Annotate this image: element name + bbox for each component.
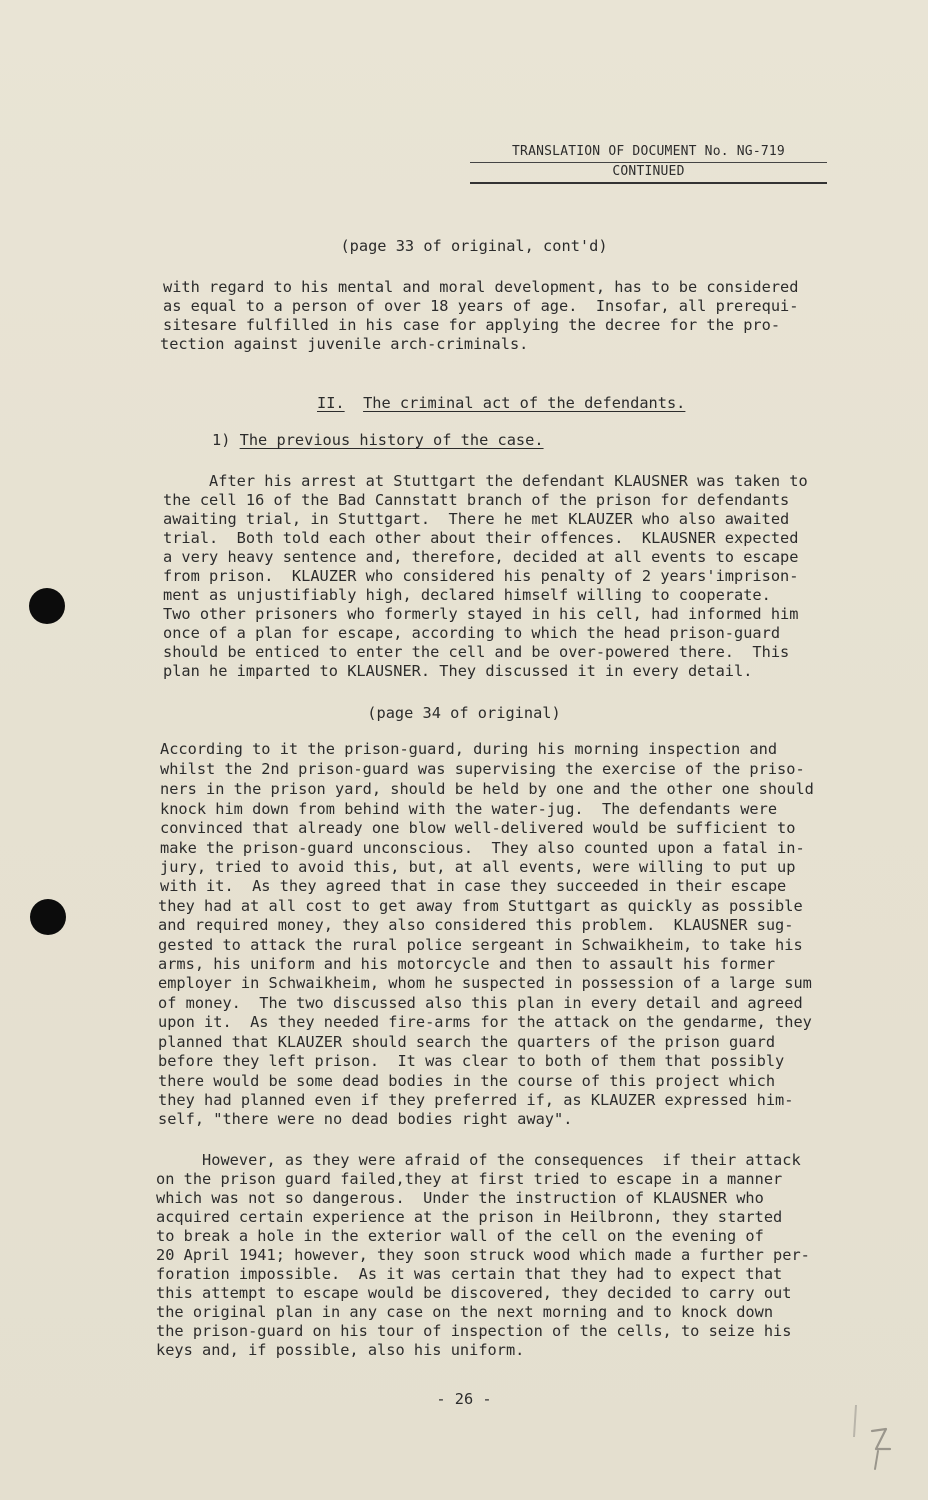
text-line: convinced that already one blow well-delivered would be sufficient to bbox=[160, 819, 796, 837]
text-line: jury, tried to avoid this, but, at all events, were willing to put up bbox=[160, 858, 796, 876]
document-header bbox=[470, 143, 827, 184]
text-line: this attempt to escape would be discovered, they decided to carry out bbox=[156, 1284, 792, 1302]
text-line: of money. The two discussed also this plan in every detail and agreed bbox=[158, 994, 803, 1012]
text-line: from prison. KLAUZER who considered his penalty of 2 years'imprison- bbox=[163, 567, 799, 585]
text-line: they had planned even if they preferred if, as KLAUZER expressed him- bbox=[158, 1091, 794, 1109]
section-number: II. bbox=[317, 394, 345, 412]
subsection-number: 1) bbox=[212, 431, 231, 449]
text-line: should be enticed to enter the cell and be over-powered there. This bbox=[163, 643, 790, 661]
text-line: knock him down from behind with the water-jug. The defendants were bbox=[160, 800, 778, 818]
page-marker-33: (page 33 of original, cont'd) bbox=[340, 237, 608, 255]
text-line: However, as they were afraid of the consequences if their attack bbox=[156, 1151, 801, 1169]
text-line: they had at all cost to get away from Stuttgart as quickly as possible bbox=[158, 897, 803, 915]
page-marker-34: (page 34 of original) bbox=[367, 704, 561, 722]
document-subtitle: CONTINUED bbox=[470, 163, 827, 184]
punch-hole-icon bbox=[29, 588, 65, 624]
pencil-mark-text: 7 bbox=[866, 1468, 872, 1477]
text-line: self, "there were no dead bodies right away". bbox=[158, 1110, 573, 1128]
pencil-mark-icon bbox=[848, 1405, 898, 1480]
text-line: keys and, if possible, also his uniform. bbox=[156, 1341, 525, 1359]
text-line: as equal to a person of over 18 years of age. Insofar, all prerequi- bbox=[163, 297, 799, 315]
text-line: which was not so dangerous. Under the instruction of KLAUSNER who bbox=[156, 1189, 764, 1207]
text-line: before they left prison. It was clear to both of them that possibly bbox=[158, 1052, 785, 1070]
text-line: on the prison guard failed,they at first tried to escape in a manner bbox=[156, 1170, 783, 1188]
text-line: arms, his uniform and his motorcycle and then to assault his former bbox=[158, 955, 776, 973]
text-line: with regard to his mental and moral development, has to be considered bbox=[163, 278, 799, 296]
text-line: 20 April 1941; however, they soon struck wood which made a further per- bbox=[156, 1246, 810, 1264]
text-line: a very heavy sentence and, therefore, decided at all events to escape bbox=[163, 548, 799, 566]
document-title: TRANSLATION OF DOCUMENT No. NG-719 bbox=[470, 143, 827, 163]
text-line: acquired certain experience at the prison in Heilbronn, they started bbox=[156, 1208, 783, 1226]
punch-hole-icon bbox=[30, 899, 66, 935]
text-line: with it. As they agreed that in case they succeeded in their escape bbox=[160, 877, 787, 895]
text-line: planned that KLAUZER should search the quarters of the prison guard bbox=[158, 1033, 776, 1051]
section-title: The criminal act of the defendants. bbox=[363, 394, 686, 412]
page-number: - 26 - bbox=[436, 1390, 492, 1408]
text-line: the prison-guard on his tour of inspection of the cells, to seize his bbox=[156, 1322, 792, 1340]
text-line: awaiting trial, in Stuttgart. There he met KLAUZER who also awaited bbox=[163, 510, 790, 528]
text-line: make the prison-guard unconscious. They also counted upon a fatal in- bbox=[160, 839, 805, 857]
text-line: the cell 16 of the Bad Cannstatt branch of the prison for defendants bbox=[163, 491, 790, 509]
text-line: whilst the 2nd prison-guard was supervising the exercise of the priso- bbox=[160, 760, 805, 778]
text-line: upon it. As they needed fire-arms for the attack on the gendarme, they bbox=[158, 1013, 812, 1031]
text-line: ment as unjustifiably high, declared himself willing to cooperate. bbox=[163, 586, 771, 604]
text-line: plan he imparted to KLAUSNER. They discussed it in every detail. bbox=[163, 662, 753, 680]
text-line: and required money, they also considered this problem. KLAUSNER sug- bbox=[158, 916, 794, 934]
text-line: tection against juvenile arch-criminals. bbox=[160, 335, 529, 353]
text-line: the original plan in any case on the next morning and to knock down bbox=[156, 1303, 774, 1321]
text-line: After his arrest at Stuttgart the defendant KLAUSNER was taken to bbox=[163, 472, 808, 490]
text-line: trial. Both told each other about their offences. KLAUSNER expected bbox=[163, 529, 799, 547]
text-line: Two other prisoners who formerly stayed in his cell, had informed him bbox=[163, 605, 799, 623]
section-heading bbox=[317, 393, 685, 413]
subsection-heading bbox=[212, 430, 544, 450]
text-line: employer in Schwaikheim, whom he suspected in possession of a large sum bbox=[158, 974, 812, 992]
text-line: ners in the prison yard, should be held by one and the other one should bbox=[160, 780, 814, 798]
subsection-title: The previous history of the case. bbox=[239, 431, 544, 449]
text-line: to break a hole in the exterior wall of the cell on the evening of bbox=[156, 1227, 764, 1245]
text-line: According to it the prison-guard, during his morning inspection and bbox=[160, 740, 778, 758]
text-line: there would be some dead bodies in the course of this project which bbox=[158, 1072, 776, 1090]
text-line: foration impossible. As it was certain that they had to expect that bbox=[156, 1265, 783, 1283]
text-line: gested to attack the rural police sergeant in Schwaikheim, to take his bbox=[158, 936, 803, 954]
text-line: once of a plan for escape, according to which the head prison-guard bbox=[163, 624, 781, 642]
text-line: sitesare fulfilled in his case for applying the decree for the pro- bbox=[163, 316, 781, 334]
